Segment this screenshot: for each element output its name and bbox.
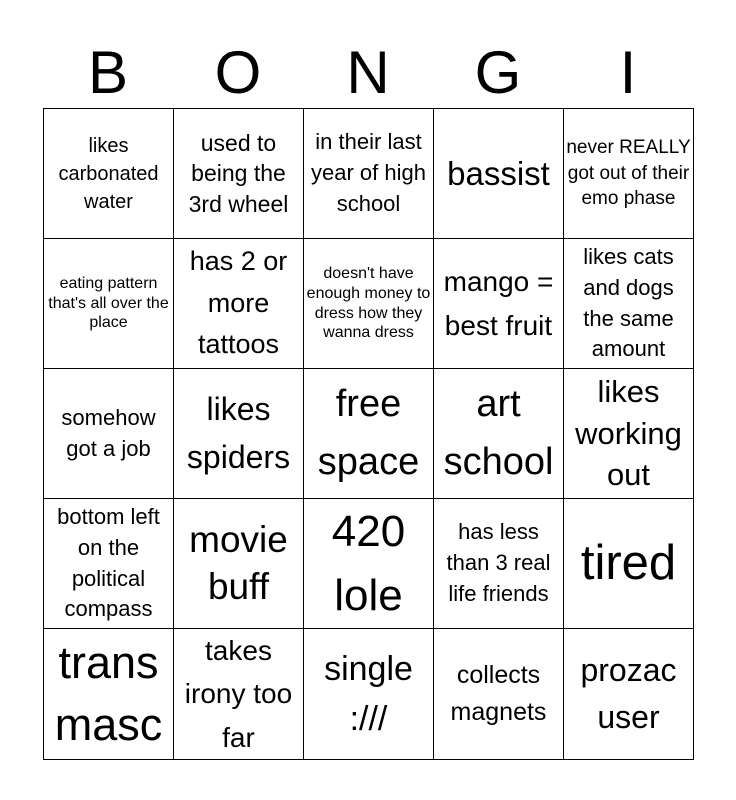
bingo-cell[interactable]: never REALLY got out of their emo phase	[564, 109, 694, 239]
bingo-cell[interactable]: movie buff	[174, 499, 304, 629]
board-row	[44, 239, 694, 369]
bingo-cell[interactable]: somehow got a job	[44, 369, 174, 499]
board-row	[44, 629, 694, 760]
bingo-cell[interactable]: bassist	[434, 109, 564, 239]
bingo-header	[43, 38, 693, 108]
bingo-cell[interactable]: 420 lole	[304, 499, 434, 629]
header-letter-n: N	[346, 39, 390, 106]
bingo-cell[interactable]: doesn't have enough money to dress how they wanna dress	[304, 239, 434, 369]
bingo-cell[interactable]: used to being the 3rd wheel	[174, 109, 304, 239]
bingo-cell[interactable]: collects magnets	[434, 629, 564, 760]
bingo-cell[interactable]: trans masc	[44, 629, 174, 760]
bingo-cell[interactable]: prozac user	[564, 629, 694, 760]
header-letter-i: I	[619, 39, 637, 106]
bingo-cell[interactable]: likes cats and dogs the same amount	[564, 239, 694, 369]
bingo-cell[interactable]: has less than 3 real life friends	[434, 499, 564, 629]
bingo-cell[interactable]: in their last year of high school	[304, 109, 434, 239]
bingo-cell[interactable]: likes working out	[564, 369, 694, 499]
board-row	[44, 499, 694, 629]
bingo-cell[interactable]: has 2 or more tattoos	[174, 239, 304, 369]
bingo-cell[interactable]: tired	[564, 499, 694, 629]
free-space-cell[interactable]: free space	[304, 369, 434, 499]
bingo-cell[interactable]: bottom left on the political compass	[44, 499, 174, 629]
bingo-cell[interactable]: takes irony too far	[174, 629, 304, 760]
bingo-cell[interactable]: mango = best fruit	[434, 239, 564, 369]
bingo-cell[interactable]: eating pattern that's all over the place	[44, 239, 174, 369]
board-row	[44, 369, 694, 499]
bingo-cell[interactable]: likes carbonated water	[44, 109, 174, 239]
bingo-board	[43, 108, 694, 760]
header-letter-g: G	[474, 39, 522, 106]
header-letter-b: B	[87, 39, 129, 106]
board-row	[44, 109, 694, 239]
bingo-cell[interactable]: likes spiders	[174, 369, 304, 499]
header-letter-o: O	[214, 39, 262, 106]
bingo-cell[interactable]: single :///	[304, 629, 434, 760]
bingo-cell[interactable]: art school	[434, 369, 564, 499]
